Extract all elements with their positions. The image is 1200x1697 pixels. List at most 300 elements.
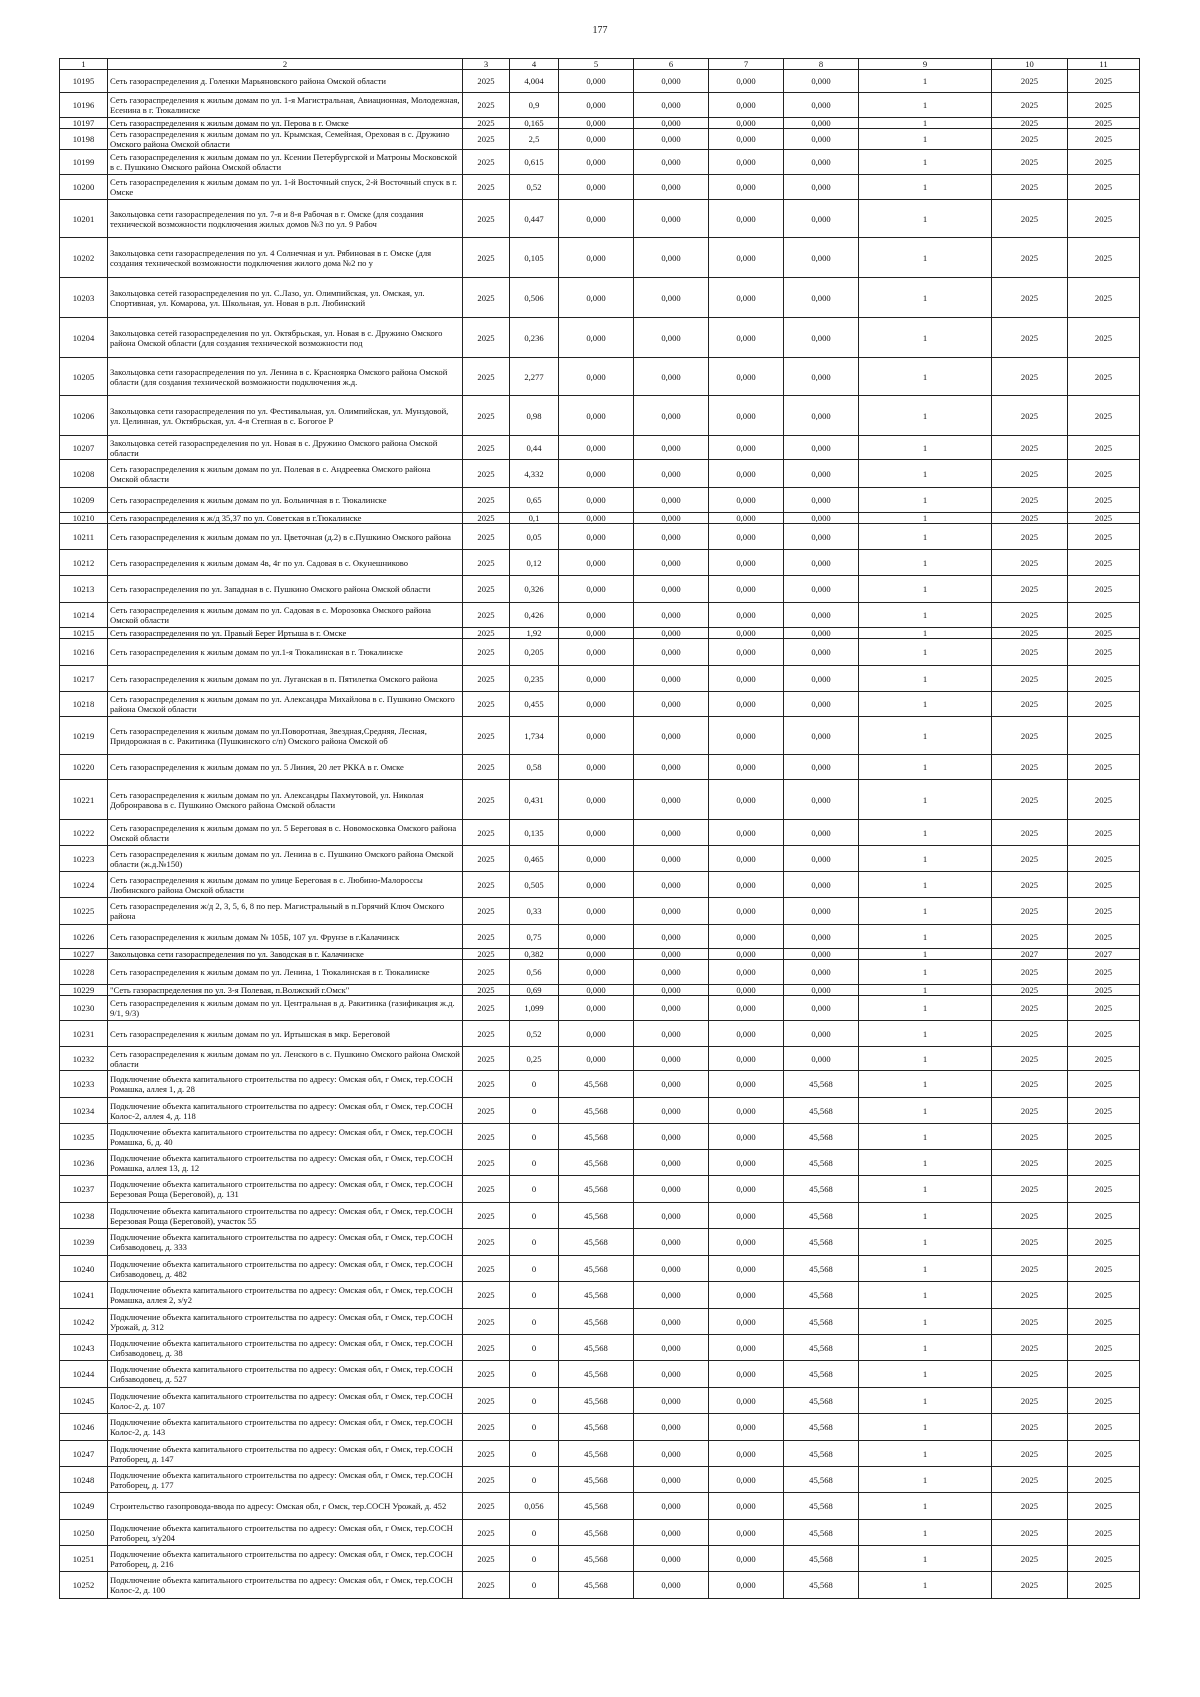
column-header: 6 — [634, 59, 709, 70]
value-cell: 0,000 — [784, 1047, 859, 1071]
value-cell: 0,000 — [709, 460, 784, 488]
length-cell: 0,65 — [510, 488, 559, 513]
value-cell: 0,000 — [559, 1021, 634, 1047]
value-cell: 0,000 — [559, 666, 634, 692]
description-cell: Сеть газораспределения к жилым домам по ул. Больничная в г. Тюкалинске — [108, 488, 463, 513]
year-start-cell: 2025 — [992, 1309, 1068, 1335]
row-number-cell: 10196 — [60, 93, 108, 118]
description-cell: Подключение объекта капитального строительства по адресу: Омская обл, г Омск, тер.СОСН Колос-2, д. 107 — [108, 1388, 463, 1414]
value-cell: 0,000 — [634, 898, 709, 925]
year-start-cell: 2025 — [992, 436, 1068, 460]
year-end-cell: 2025 — [1068, 129, 1140, 150]
row-number-cell: 10207 — [60, 436, 108, 460]
value-cell: 0,000 — [559, 949, 634, 960]
description-cell: Сеть газораспределения к ж/д 35,37 по ул. Советская в г.Тюкалинске — [108, 513, 463, 524]
table-row — [60, 396, 1140, 436]
year-end-cell: 2025 — [1068, 1361, 1140, 1388]
length-cell: 0,205 — [510, 639, 559, 666]
value-cell: 0,000 — [709, 603, 784, 628]
count-cell: 1 — [859, 780, 992, 820]
row-number-cell: 10222 — [60, 820, 108, 846]
table-row — [60, 820, 1140, 846]
year-start-cell: 2025 — [992, 996, 1068, 1021]
year-cell: 2025 — [463, 70, 510, 93]
value-cell: 0,000 — [559, 436, 634, 460]
column-header: 2 — [108, 59, 463, 70]
length-cell: 0,56 — [510, 960, 559, 985]
row-number-cell: 10214 — [60, 603, 108, 628]
description-cell: Сеть газораспределения к жилым домам по ул. Ленина в с. Пушкино Омского района Омской области (ж.д.№150) — [108, 846, 463, 872]
year-cell: 2025 — [463, 717, 510, 755]
value-cell: 0,000 — [784, 820, 859, 846]
table-row — [60, 278, 1140, 318]
length-cell: 0,9 — [510, 93, 559, 118]
count-cell: 1 — [859, 1071, 992, 1098]
value-cell: 0,000 — [784, 524, 859, 550]
table-row — [60, 925, 1140, 949]
count-cell: 1 — [859, 129, 992, 150]
description-cell: Сеть газораспределения ж/д 2, 3, 5, 6, 8 по пер. Магистральный в п.Горячий Ключ Омского района — [108, 898, 463, 925]
value-cell: 0,000 — [709, 175, 784, 200]
count-cell: 1 — [859, 118, 992, 129]
year-end-cell: 2025 — [1068, 1414, 1140, 1441]
value-cell: 0,000 — [634, 1124, 709, 1150]
description-cell: Подключение объекта капитального строительства по адресу: Омская обл, г Омск, тер.СОСН Березовая Роща (Береговой), д. 131 — [108, 1176, 463, 1203]
year-end-cell: 2025 — [1068, 780, 1140, 820]
value-cell: 0,000 — [709, 93, 784, 118]
year-start-cell: 2025 — [992, 1098, 1068, 1124]
value-cell: 0,000 — [559, 872, 634, 898]
value-cell: 0,000 — [634, 200, 709, 238]
value-cell: 0,000 — [559, 175, 634, 200]
year-start-cell: 2025 — [992, 1388, 1068, 1414]
value-cell: 45,568 — [784, 1176, 859, 1203]
value-cell: 0,000 — [559, 639, 634, 666]
year-end-cell: 2025 — [1068, 1467, 1140, 1493]
row-number-cell: 10200 — [60, 175, 108, 200]
value-cell: 0,000 — [784, 118, 859, 129]
description-cell: "Сеть газораспределения по ул. 3-я Полевая, п.Волжский г.Омск" — [108, 985, 463, 996]
value-cell: 0,000 — [784, 925, 859, 949]
count-cell: 1 — [859, 278, 992, 318]
row-number-cell: 10197 — [60, 118, 108, 129]
year-cell: 2025 — [463, 603, 510, 628]
count-cell: 1 — [859, 872, 992, 898]
length-cell: 0,431 — [510, 780, 559, 820]
value-cell: 0,000 — [709, 639, 784, 666]
value-cell: 0,000 — [784, 666, 859, 692]
value-cell: 0,000 — [634, 118, 709, 129]
row-number-cell: 10212 — [60, 550, 108, 576]
year-cell: 2025 — [463, 488, 510, 513]
value-cell: 0,000 — [709, 1441, 784, 1467]
year-end-cell: 2025 — [1068, 666, 1140, 692]
count-cell: 1 — [859, 1493, 992, 1520]
count-cell: 1 — [859, 238, 992, 278]
value-cell: 45,568 — [559, 1493, 634, 1520]
length-cell: 0 — [510, 1572, 559, 1599]
description-cell: Подключение объекта капитального строительства по адресу: Омская обл, г Омск, тер.СОСН Ратоборец, д. 177 — [108, 1467, 463, 1493]
value-cell: 0,000 — [559, 692, 634, 717]
count-cell: 1 — [859, 175, 992, 200]
table-row — [60, 576, 1140, 603]
value-cell: 0,000 — [709, 692, 784, 717]
table-row — [60, 985, 1140, 996]
year-cell: 2025 — [463, 1071, 510, 1098]
value-cell: 0,000 — [784, 396, 859, 436]
description-cell: Подключение объекта капитального строительства по адресу: Омская обл, г Омск, тер.СОСН Сибзаводовец, д. 38 — [108, 1335, 463, 1361]
count-cell: 1 — [859, 1047, 992, 1071]
row-number-cell: 10238 — [60, 1203, 108, 1229]
table-row — [60, 1335, 1140, 1361]
value-cell: 45,568 — [784, 1493, 859, 1520]
table-row — [60, 488, 1140, 513]
value-cell: 0,000 — [709, 872, 784, 898]
column-header: 7 — [709, 59, 784, 70]
length-cell: 0,25 — [510, 1047, 559, 1071]
value-cell: 0,000 — [634, 1256, 709, 1282]
length-cell: 0,506 — [510, 278, 559, 318]
value-cell: 45,568 — [559, 1124, 634, 1150]
year-cell: 2025 — [463, 1493, 510, 1520]
table-row — [60, 960, 1140, 985]
table-row — [60, 1021, 1140, 1047]
row-number-cell: 10229 — [60, 985, 108, 996]
year-cell: 2025 — [463, 396, 510, 436]
value-cell: 0,000 — [709, 1414, 784, 1441]
year-cell: 2025 — [463, 436, 510, 460]
value-cell: 0,000 — [709, 1124, 784, 1150]
year-end-cell: 2025 — [1068, 1176, 1140, 1203]
year-start-cell: 2025 — [992, 1282, 1068, 1309]
year-end-cell: 2025 — [1068, 1282, 1140, 1309]
row-number-cell: 10227 — [60, 949, 108, 960]
year-cell: 2025 — [463, 150, 510, 175]
value-cell: 0,000 — [559, 524, 634, 550]
value-cell: 0,000 — [784, 755, 859, 780]
count-cell: 1 — [859, 985, 992, 996]
description-cell: Подключение объекта капитального строительства по адресу: Омская обл, г Омск, тер.СОСН Березовая Роща (Береговой), участок 55 — [108, 1203, 463, 1229]
row-number-cell: 10198 — [60, 129, 108, 150]
table-row — [60, 150, 1140, 175]
row-number-cell: 10199 — [60, 150, 108, 175]
value-cell: 0,000 — [784, 318, 859, 358]
value-cell: 45,568 — [784, 1124, 859, 1150]
value-cell: 0,000 — [634, 550, 709, 576]
count-cell: 1 — [859, 524, 992, 550]
length-cell: 0,326 — [510, 576, 559, 603]
year-cell: 2025 — [463, 1414, 510, 1441]
value-cell: 0,000 — [784, 200, 859, 238]
column-header: 8 — [784, 59, 859, 70]
year-cell: 2025 — [463, 175, 510, 200]
table-row — [60, 1047, 1140, 1071]
value-cell: 0,000 — [784, 949, 859, 960]
value-cell: 0,000 — [634, 1572, 709, 1599]
year-cell: 2025 — [463, 1124, 510, 1150]
year-end-cell: 2025 — [1068, 1203, 1140, 1229]
year-end-cell: 2025 — [1068, 238, 1140, 278]
value-cell: 0,000 — [784, 898, 859, 925]
value-cell: 45,568 — [784, 1150, 859, 1176]
row-number-cell: 10202 — [60, 238, 108, 278]
year-cell: 2025 — [463, 872, 510, 898]
count-cell: 1 — [859, 460, 992, 488]
value-cell: 0,000 — [709, 1098, 784, 1124]
value-cell: 0,000 — [634, 846, 709, 872]
value-cell: 0,000 — [559, 820, 634, 846]
value-cell: 0,000 — [784, 436, 859, 460]
length-cell: 0,1 — [510, 513, 559, 524]
value-cell: 45,568 — [784, 1309, 859, 1335]
description-cell: Сеть газораспределения к жилым домам по ул. Александры Пахмутовой, ул. Николая Добронравова в с. Пушкино Омского района Омской области — [108, 780, 463, 820]
description-cell: Сеть газораспределения к жилым домам по ул. Луганская в п. Пятилетка Омского района — [108, 666, 463, 692]
count-cell: 1 — [859, 1124, 992, 1150]
length-cell: 0,135 — [510, 820, 559, 846]
row-number-cell: 10232 — [60, 1047, 108, 1071]
value-cell: 0,000 — [634, 639, 709, 666]
value-cell: 45,568 — [559, 1467, 634, 1493]
year-cell: 2025 — [463, 1150, 510, 1176]
length-cell: 0,52 — [510, 175, 559, 200]
year-end-cell: 2025 — [1068, 200, 1140, 238]
description-cell: Подключение объекта капитального строительства по адресу: Омская обл, г Омск, тер.СОСН Урожай, д. 312 — [108, 1309, 463, 1335]
year-end-cell: 2025 — [1068, 1572, 1140, 1599]
count-cell: 1 — [859, 1256, 992, 1282]
value-cell: 0,000 — [784, 358, 859, 396]
value-cell: 45,568 — [559, 1361, 634, 1388]
length-cell: 0,382 — [510, 949, 559, 960]
year-cell: 2025 — [463, 1176, 510, 1203]
row-number-cell: 10226 — [60, 925, 108, 949]
value-cell: 0,000 — [709, 1546, 784, 1572]
row-number-cell: 10206 — [60, 396, 108, 436]
count-cell: 1 — [859, 1021, 992, 1047]
year-start-cell: 2025 — [992, 118, 1068, 129]
length-cell: 0 — [510, 1520, 559, 1546]
year-start-cell: 2025 — [992, 925, 1068, 949]
value-cell: 0,000 — [634, 396, 709, 436]
value-cell: 45,568 — [559, 1572, 634, 1599]
count-cell: 1 — [859, 200, 992, 238]
year-start-cell: 2025 — [992, 550, 1068, 576]
value-cell: 0,000 — [559, 576, 634, 603]
value-cell: 0,000 — [709, 1021, 784, 1047]
table-row — [60, 175, 1140, 200]
year-start-cell: 2025 — [992, 755, 1068, 780]
table-body — [60, 70, 1140, 1599]
year-end-cell: 2025 — [1068, 1546, 1140, 1572]
year-end-cell: 2025 — [1068, 93, 1140, 118]
value-cell: 0,000 — [634, 1388, 709, 1414]
description-cell: Сеть газораспределения к жилым домам по ул. Центральная в д. Ракитинка (газификация ж.д. 9/1, 9/3) — [108, 996, 463, 1021]
year-end-cell: 2025 — [1068, 150, 1140, 175]
value-cell: 0,000 — [709, 1335, 784, 1361]
description-cell: Подключение объекта капитального строительства по адресу: Омская обл, г Омск, тер.СОСН Ромашка, аллея 1, д. 28 — [108, 1071, 463, 1098]
year-end-cell: 2025 — [1068, 985, 1140, 996]
value-cell: 0,000 — [634, 460, 709, 488]
length-cell: 0,615 — [510, 150, 559, 175]
table-row — [60, 1309, 1140, 1335]
length-cell: 0 — [510, 1467, 559, 1493]
length-cell: 4,332 — [510, 460, 559, 488]
value-cell: 0,000 — [559, 717, 634, 755]
year-cell: 2025 — [463, 1203, 510, 1229]
year-end-cell: 2025 — [1068, 488, 1140, 513]
year-start-cell: 2025 — [992, 93, 1068, 118]
year-cell: 2025 — [463, 692, 510, 717]
description-cell: Сеть газораспределения к жилым домам 4в, 4г по ул. Садовая в с. Окунешниково — [108, 550, 463, 576]
length-cell: 0 — [510, 1256, 559, 1282]
value-cell: 0,000 — [784, 780, 859, 820]
value-cell: 0,000 — [559, 238, 634, 278]
table-row — [60, 200, 1140, 238]
table-row — [60, 1229, 1140, 1256]
count-cell: 1 — [859, 898, 992, 925]
row-number-cell: 10252 — [60, 1572, 108, 1599]
value-cell: 0,000 — [784, 175, 859, 200]
description-cell: Подключение объекта капитального строительства по адресу: Омская обл, г Омск, тер.СОСН Колос-2, аллея 4, д. 118 — [108, 1098, 463, 1124]
year-cell: 2025 — [463, 129, 510, 150]
length-cell: 0 — [510, 1546, 559, 1572]
length-cell: 0,75 — [510, 925, 559, 949]
value-cell: 0,000 — [559, 200, 634, 238]
count-cell: 1 — [859, 1203, 992, 1229]
year-end-cell: 2025 — [1068, 278, 1140, 318]
length-cell: 0 — [510, 1150, 559, 1176]
year-end-cell: 2025 — [1068, 846, 1140, 872]
year-start-cell: 2027 — [992, 949, 1068, 960]
year-start-cell: 2025 — [992, 200, 1068, 238]
year-start-cell: 2025 — [992, 717, 1068, 755]
count-cell: 1 — [859, 717, 992, 755]
table-row — [60, 436, 1140, 460]
table-row — [60, 513, 1140, 524]
count-cell: 1 — [859, 603, 992, 628]
table-row — [60, 550, 1140, 576]
year-start-cell: 2025 — [992, 1150, 1068, 1176]
row-number-cell: 10210 — [60, 513, 108, 524]
value-cell: 0,000 — [784, 70, 859, 93]
value-cell: 0,000 — [784, 985, 859, 996]
value-cell: 0,000 — [634, 925, 709, 949]
length-cell: 2,277 — [510, 358, 559, 396]
year-start-cell: 2025 — [992, 1335, 1068, 1361]
value-cell: 0,000 — [784, 692, 859, 717]
row-number-cell: 10208 — [60, 460, 108, 488]
value-cell: 45,568 — [559, 1309, 634, 1335]
value-cell: 0,000 — [559, 70, 634, 93]
value-cell: 0,000 — [784, 488, 859, 513]
year-cell: 2025 — [463, 1361, 510, 1388]
description-cell: Подключение объекта капитального строительства по адресу: Омская обл, г Омск, тер.СОСН Ратоборец, д. 216 — [108, 1546, 463, 1572]
description-cell: Сеть газораспределения к жилым домам по ул. Ленина, 1 Тюкалинская в г. Тюкалинске — [108, 960, 463, 985]
count-cell: 1 — [859, 1361, 992, 1388]
length-cell: 0,105 — [510, 238, 559, 278]
year-start-cell: 2025 — [992, 238, 1068, 278]
value-cell: 0,000 — [634, 513, 709, 524]
year-cell: 2025 — [463, 996, 510, 1021]
value-cell: 0,000 — [634, 1441, 709, 1467]
value-cell: 0,000 — [709, 985, 784, 996]
data-table — [59, 58, 1140, 1599]
table-row — [60, 639, 1140, 666]
count-cell: 1 — [859, 396, 992, 436]
table-row — [60, 129, 1140, 150]
year-cell: 2025 — [463, 985, 510, 996]
value-cell: 0,000 — [709, 436, 784, 460]
description-cell: Строительство газопровода-ввода по адресу: Омская обл, г Омск, тер.СОСН Урожай, д. 452 — [108, 1493, 463, 1520]
count-cell: 1 — [859, 150, 992, 175]
column-header: 9 — [859, 59, 992, 70]
count-cell: 1 — [859, 1441, 992, 1467]
description-cell: Сеть газораспределения к жилым домам по ул. Ксении Петербургской и Матроны Московской в с. Пушкино Омского района Омской области — [108, 150, 463, 175]
length-cell: 0,33 — [510, 898, 559, 925]
length-cell: 0 — [510, 1071, 559, 1098]
year-start-cell: 2025 — [992, 1047, 1068, 1071]
description-cell: Сеть газораспределения к жилым домам по ул. Перова в г. Омске — [108, 118, 463, 129]
row-number-cell: 10221 — [60, 780, 108, 820]
year-end-cell: 2025 — [1068, 872, 1140, 898]
row-number-cell: 10244 — [60, 1361, 108, 1388]
value-cell: 0,000 — [559, 996, 634, 1021]
value-cell: 0,000 — [709, 550, 784, 576]
value-cell: 45,568 — [784, 1335, 859, 1361]
value-cell: 0,000 — [709, 898, 784, 925]
value-cell: 45,568 — [784, 1361, 859, 1388]
row-number-cell: 10225 — [60, 898, 108, 925]
description-cell: Подключение объекта капитального строительства по адресу: Омская обл, г Омск, тер.СОСН Сибзаводовец, д. 482 — [108, 1256, 463, 1282]
value-cell: 0,000 — [709, 70, 784, 93]
year-end-cell: 2025 — [1068, 576, 1140, 603]
value-cell: 45,568 — [784, 1388, 859, 1414]
year-start-cell: 2025 — [992, 1021, 1068, 1047]
year-start-cell: 2025 — [992, 820, 1068, 846]
year-cell: 2025 — [463, 628, 510, 639]
description-cell: Сеть газораспределения д. Голенки Марьяновского района Омской области — [108, 70, 463, 93]
table-row — [60, 238, 1140, 278]
count-cell: 1 — [859, 436, 992, 460]
value-cell: 0,000 — [709, 488, 784, 513]
value-cell: 0,000 — [634, 129, 709, 150]
year-end-cell: 2025 — [1068, 1256, 1140, 1282]
value-cell: 0,000 — [559, 513, 634, 524]
year-cell: 2025 — [463, 1021, 510, 1047]
description-cell: Сеть газораспределения к жилым домам по ул. Цветочная (д.2) в с.Пушкино Омского района — [108, 524, 463, 550]
column-header: 3 — [463, 59, 510, 70]
table-row — [60, 1441, 1140, 1467]
value-cell: 45,568 — [559, 1150, 634, 1176]
year-start-cell: 2025 — [992, 150, 1068, 175]
count-cell: 1 — [859, 996, 992, 1021]
row-number-cell: 10201 — [60, 200, 108, 238]
table-row — [60, 118, 1140, 129]
count-cell: 1 — [859, 488, 992, 513]
count-cell: 1 — [859, 358, 992, 396]
year-start-cell: 2025 — [992, 1176, 1068, 1203]
value-cell: 0,000 — [784, 93, 859, 118]
length-cell: 0 — [510, 1388, 559, 1414]
value-cell: 0,000 — [634, 488, 709, 513]
value-cell: 0,000 — [709, 1388, 784, 1414]
length-cell: 0,426 — [510, 603, 559, 628]
year-cell: 2025 — [463, 1335, 510, 1361]
value-cell: 0,000 — [634, 1546, 709, 1572]
year-end-cell: 2025 — [1068, 755, 1140, 780]
value-cell: 45,568 — [784, 1441, 859, 1467]
year-end-cell: 2025 — [1068, 996, 1140, 1021]
description-cell: Подключение объекта капитального строительства по адресу: Омская обл, г Омск, тер.СОСН Ратоборец, з/у204 — [108, 1520, 463, 1546]
